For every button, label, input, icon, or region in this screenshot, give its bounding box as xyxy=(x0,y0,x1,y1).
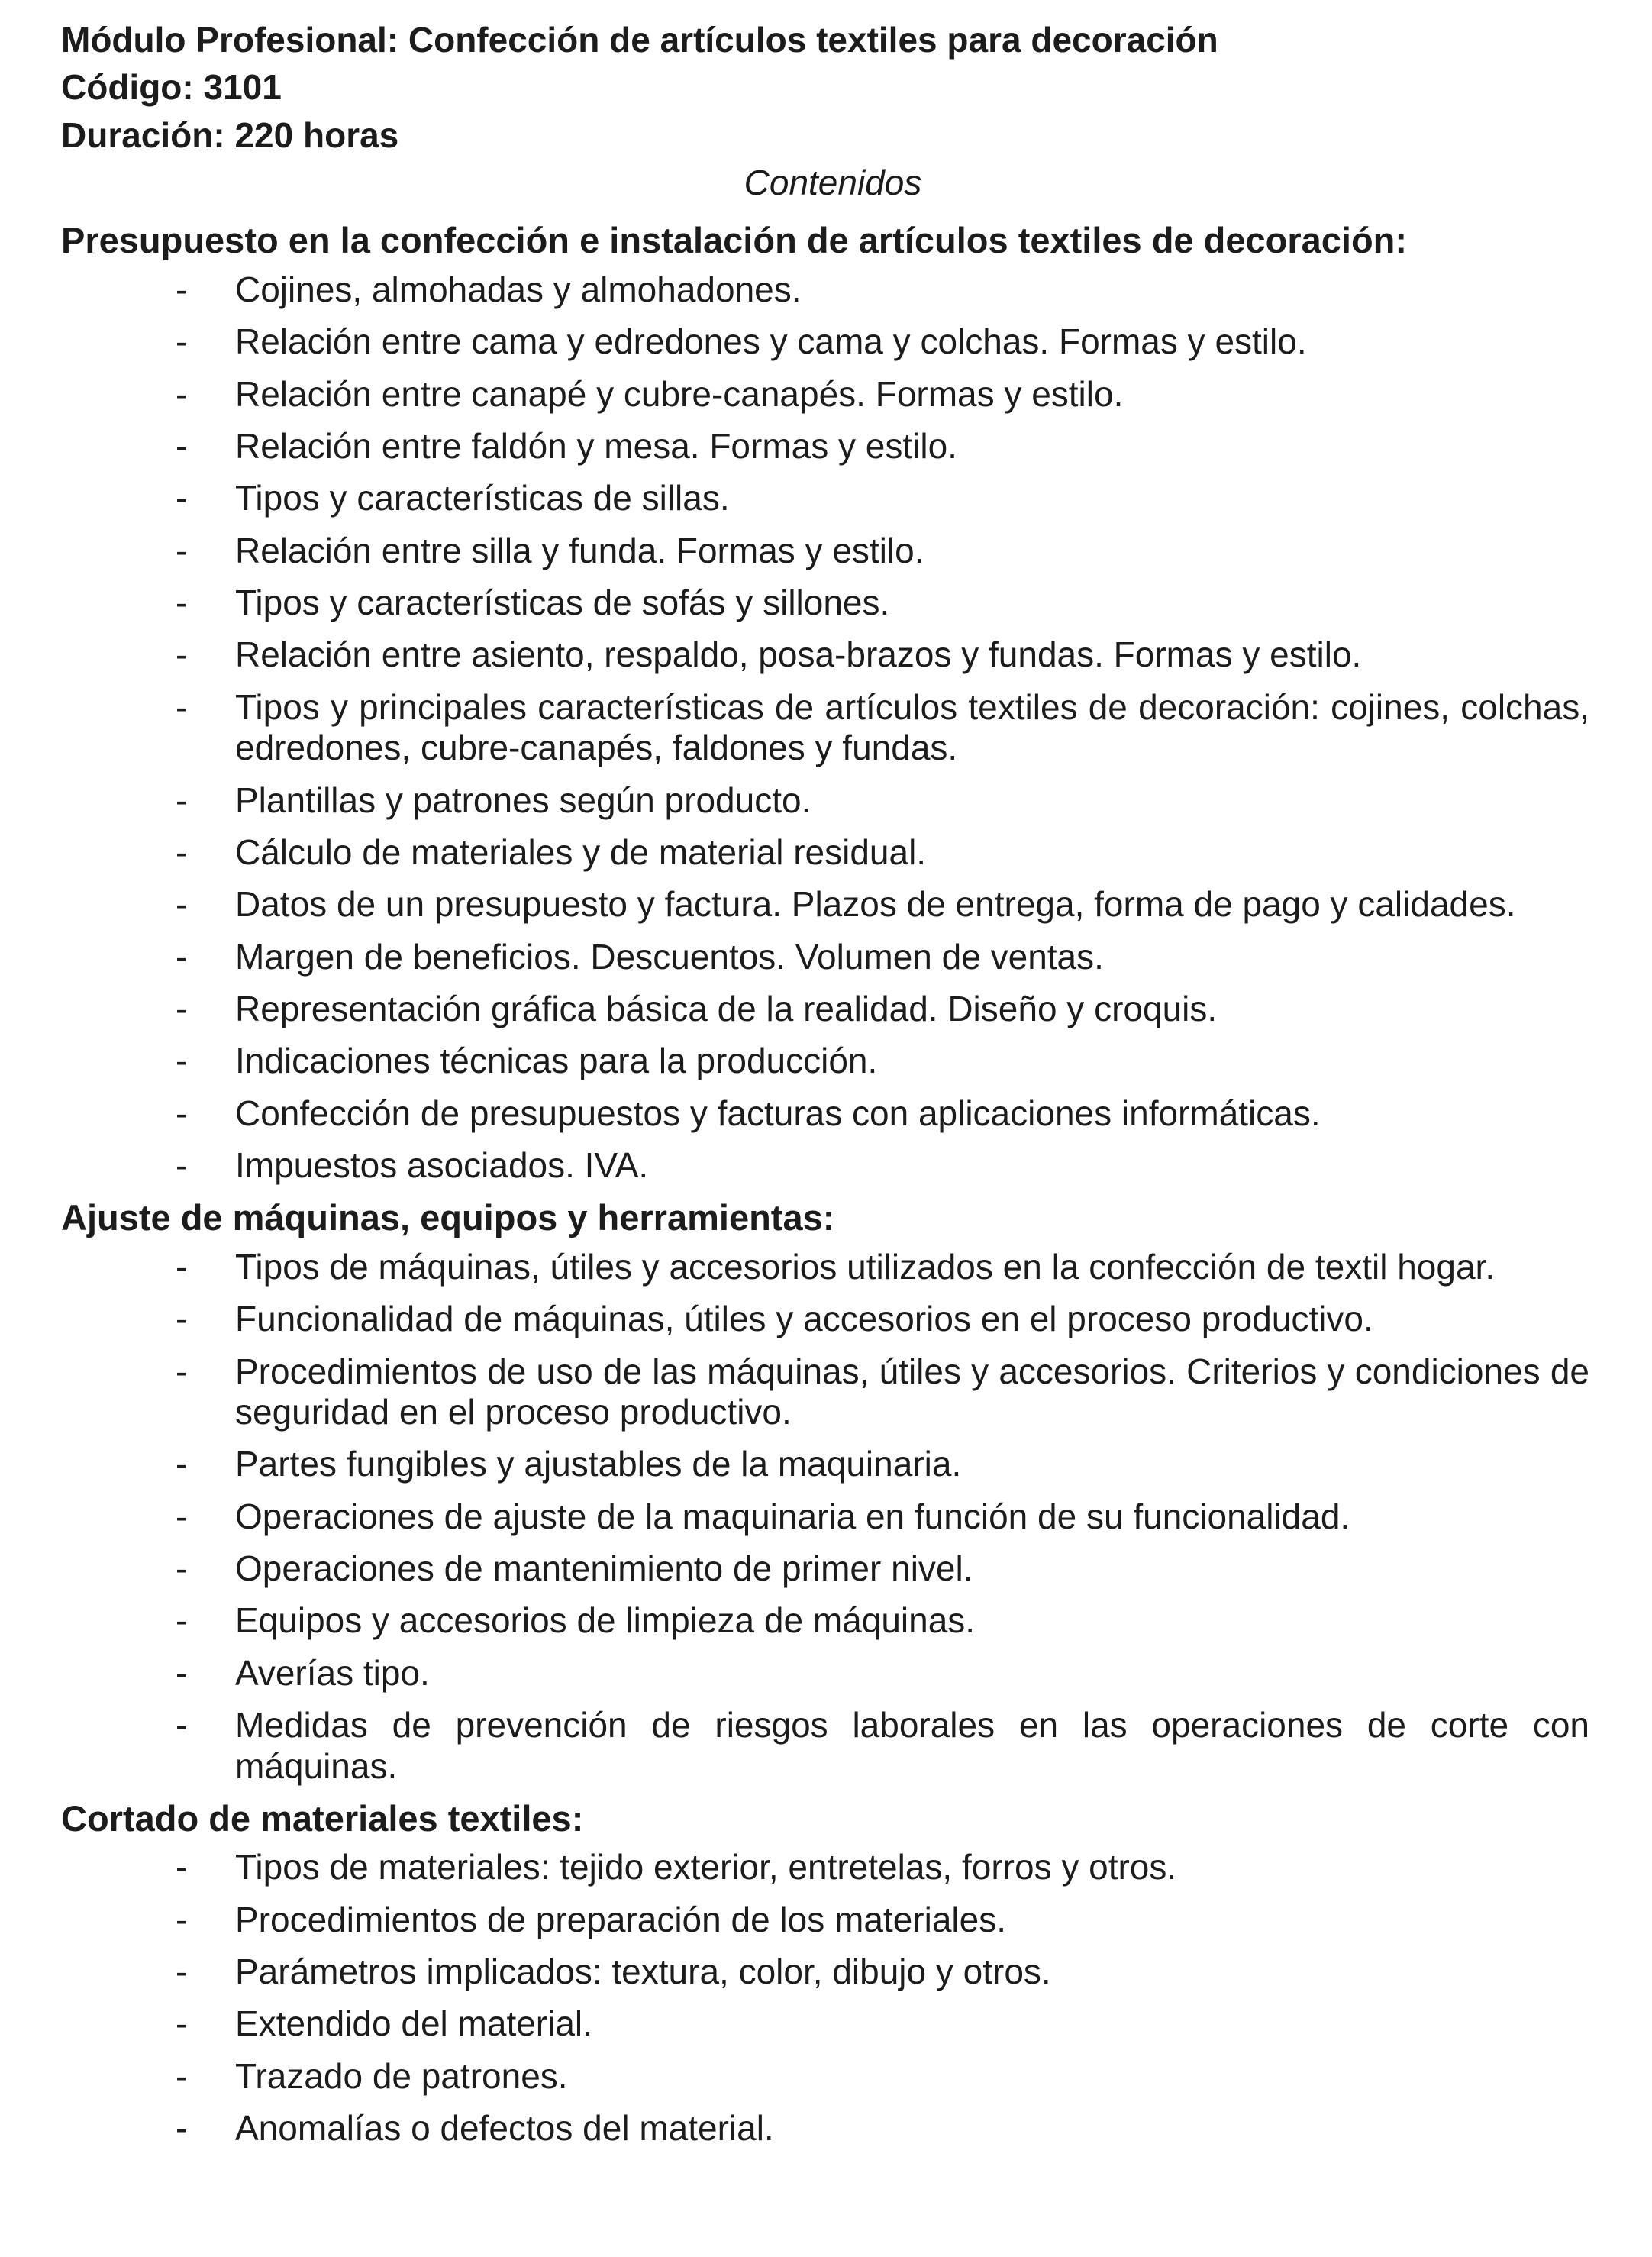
dash-bullet: - xyxy=(176,1899,188,1939)
list-item xyxy=(61,1705,1605,1787)
list-item-text: Averías tipo. xyxy=(235,1652,430,1693)
dash-bullet: - xyxy=(176,1444,188,1484)
dash-bullet: - xyxy=(176,1548,188,1589)
list-item xyxy=(61,1041,1605,1081)
list-item xyxy=(61,270,1605,310)
list-item xyxy=(61,1952,1605,1992)
module-duration: Duración: 220 horas xyxy=(61,115,399,155)
sections-container xyxy=(61,220,1605,2149)
dash-bullet: - xyxy=(176,426,188,467)
dash-bullet: - xyxy=(176,2055,188,2096)
list-item-text: Tipos y principales características de artículos textiles de decoración: cojines, colchas, edredones, cubre-canapés, faldones y fundas. xyxy=(235,686,1589,768)
list-item-text: Funcionalidad de máquinas, útiles y accesorios en el proceso productivo. xyxy=(235,1299,1373,1339)
list-item xyxy=(61,1444,1605,1484)
list-item-text: Trazado de patrones. xyxy=(235,2055,568,2096)
list-item xyxy=(61,1653,1605,1694)
section-heading: Cortado de materiales textiles: xyxy=(61,1797,584,1839)
list-item xyxy=(61,426,1605,467)
section-heading: Presupuesto en la confección e instalación de artículos textiles de decoración: xyxy=(61,220,1408,261)
list-item xyxy=(61,1600,1605,1641)
dash-bullet: - xyxy=(176,1145,188,1186)
list-item xyxy=(61,1351,1605,1433)
dash-bullet: - xyxy=(176,1705,188,1745)
list-item-text: Equipos y accesorios de limpieza de máquinas. xyxy=(235,1600,976,1641)
list-item xyxy=(61,937,1605,977)
list-item-text: Operaciones de ajuste de la maquinaria en función de su funcionalidad. xyxy=(235,1496,1350,1536)
list-item-text: Representación gráfica básica de la realidad. Diseño y croquis. xyxy=(235,988,1218,1028)
list-item-text: Parámetros implicados: textura, color, dibujo y otros. xyxy=(235,1952,1051,1992)
list-item-text: Anomalías o defectos del material. xyxy=(235,2108,774,2149)
list-item-text: Margen de beneficios. Descuentos. Volumen de ventas. xyxy=(235,936,1104,977)
dash-bullet: - xyxy=(176,1299,188,1339)
dash-bullet: - xyxy=(176,321,188,362)
list-item xyxy=(61,780,1605,821)
list-item-text: Relación entre silla y funda. Formas y estilo. xyxy=(235,530,924,570)
list-item-text: Cojines, almohadas y almohadones. xyxy=(235,269,802,309)
dash-bullet: - xyxy=(176,1041,188,1081)
list-item xyxy=(61,2108,1605,2149)
list-item-text: Medidas de prevención de riesgos laborales en las operaciones de corte con máquinas. xyxy=(235,1705,1589,1786)
list-item-text: Tipos y características de sofás y sillones. xyxy=(235,583,890,623)
list-item xyxy=(61,1497,1605,1537)
list-item xyxy=(61,2056,1605,2097)
list-item xyxy=(61,1847,1605,1887)
list-item xyxy=(61,478,1605,518)
dash-bullet: - xyxy=(176,1847,188,1887)
list-item xyxy=(61,1548,1605,1589)
list-item-text: Indicaciones técnicas para la producción. xyxy=(235,1041,878,1081)
list-item-text: Relación entre cama y edredones y cama y colchas. Formas y estilo. xyxy=(235,321,1307,362)
list-item-text: Procedimientos de preparación de los materiales. xyxy=(235,1899,1006,1939)
list-item-text: Tipos de máquinas, útiles y accesorios utilizados en la confección de textil hogar. xyxy=(235,1246,1496,1287)
module-title: Módulo Profesional: Confección de artículos textiles para decoración xyxy=(61,20,1218,60)
list-item xyxy=(61,832,1605,873)
list-item xyxy=(61,687,1605,769)
list-item xyxy=(61,1247,1605,1287)
list-item xyxy=(61,989,1605,1029)
dash-bullet: - xyxy=(176,530,188,570)
dash-bullet: - xyxy=(176,1351,188,1391)
section-list xyxy=(61,270,1605,1186)
list-item-text: Operaciones de mantenimiento de primer nivel. xyxy=(235,1548,973,1589)
list-item-text: Cálculo de materiales y de material residual. xyxy=(235,831,927,872)
list-item-text: Tipos y características de sillas. xyxy=(235,478,730,518)
list-item xyxy=(61,1299,1605,1339)
module-code: Código: 3101 xyxy=(61,67,282,108)
dash-bullet: - xyxy=(176,269,188,309)
section-list xyxy=(61,1847,1605,2149)
list-item xyxy=(61,321,1605,362)
list-item-text: Tipos de materiales: tejido exterior, entretelas, forros y otros. xyxy=(235,1847,1177,1887)
list-item-text: Impuestos asociados. IVA. xyxy=(235,1145,649,1186)
list-item-text: Partes fungibles y ajustables de la maquinaria. xyxy=(235,1444,962,1484)
dash-bullet: - xyxy=(176,831,188,872)
dash-bullet: - xyxy=(176,1093,188,1133)
list-item xyxy=(61,884,1605,925)
list-item-text: Datos de un presupuesto y factura. Plazos de entrega, forma de pago y calidades. xyxy=(235,884,1516,925)
dash-bullet: - xyxy=(176,780,188,820)
list-item xyxy=(61,1093,1605,1134)
list-item-text: Procedimientos de uso de las máquinas, útiles y accesorios. Criterios y condiciones de seguridad en el proceso productivo. xyxy=(235,1351,1589,1432)
list-item xyxy=(61,2004,1605,2044)
dash-bullet: - xyxy=(176,1600,188,1641)
list-item xyxy=(61,634,1605,675)
list-item-text: Plantillas y patrones según producto. xyxy=(235,780,811,820)
list-item-text: Confección de presupuestos y facturas con aplicaciones informáticas. xyxy=(235,1093,1321,1133)
list-item xyxy=(61,1900,1605,1940)
section-heading: Ajuste de máquinas, equipos y herramientas: xyxy=(61,1197,835,1238)
list-item xyxy=(61,1145,1605,1186)
dash-bullet: - xyxy=(176,634,188,675)
dash-bullet: - xyxy=(176,373,188,414)
dash-bullet: - xyxy=(176,884,188,925)
dash-bullet: - xyxy=(176,2108,188,2149)
dash-bullet: - xyxy=(176,1496,188,1536)
list-item-text: Relación entre faldón y mesa. Formas y estilo. xyxy=(235,426,957,467)
document-header xyxy=(61,20,1605,156)
list-item xyxy=(61,531,1605,571)
dash-bullet: - xyxy=(176,1652,188,1693)
list-item xyxy=(61,583,1605,623)
dash-bullet: - xyxy=(176,2004,188,2044)
dash-bullet: - xyxy=(176,1952,188,1992)
list-item-text: Relación entre asiento, respaldo, posa-brazos y fundas. Formas y estilo. xyxy=(235,634,1362,675)
dash-bullet: - xyxy=(176,936,188,977)
contents-subtitle: Contenidos xyxy=(744,163,922,203)
dash-bullet: - xyxy=(176,988,188,1028)
dash-bullet: - xyxy=(176,583,188,623)
list-item xyxy=(61,374,1605,415)
section-list xyxy=(61,1247,1605,1787)
list-item-text: Relación entre canapé y cubre-canapés. Formas y estilo. xyxy=(235,373,1124,414)
dash-bullet: - xyxy=(176,686,188,727)
list-item-text: Extendido del material. xyxy=(235,2004,592,2044)
dash-bullet: - xyxy=(176,1246,188,1287)
dash-bullet: - xyxy=(176,478,188,518)
